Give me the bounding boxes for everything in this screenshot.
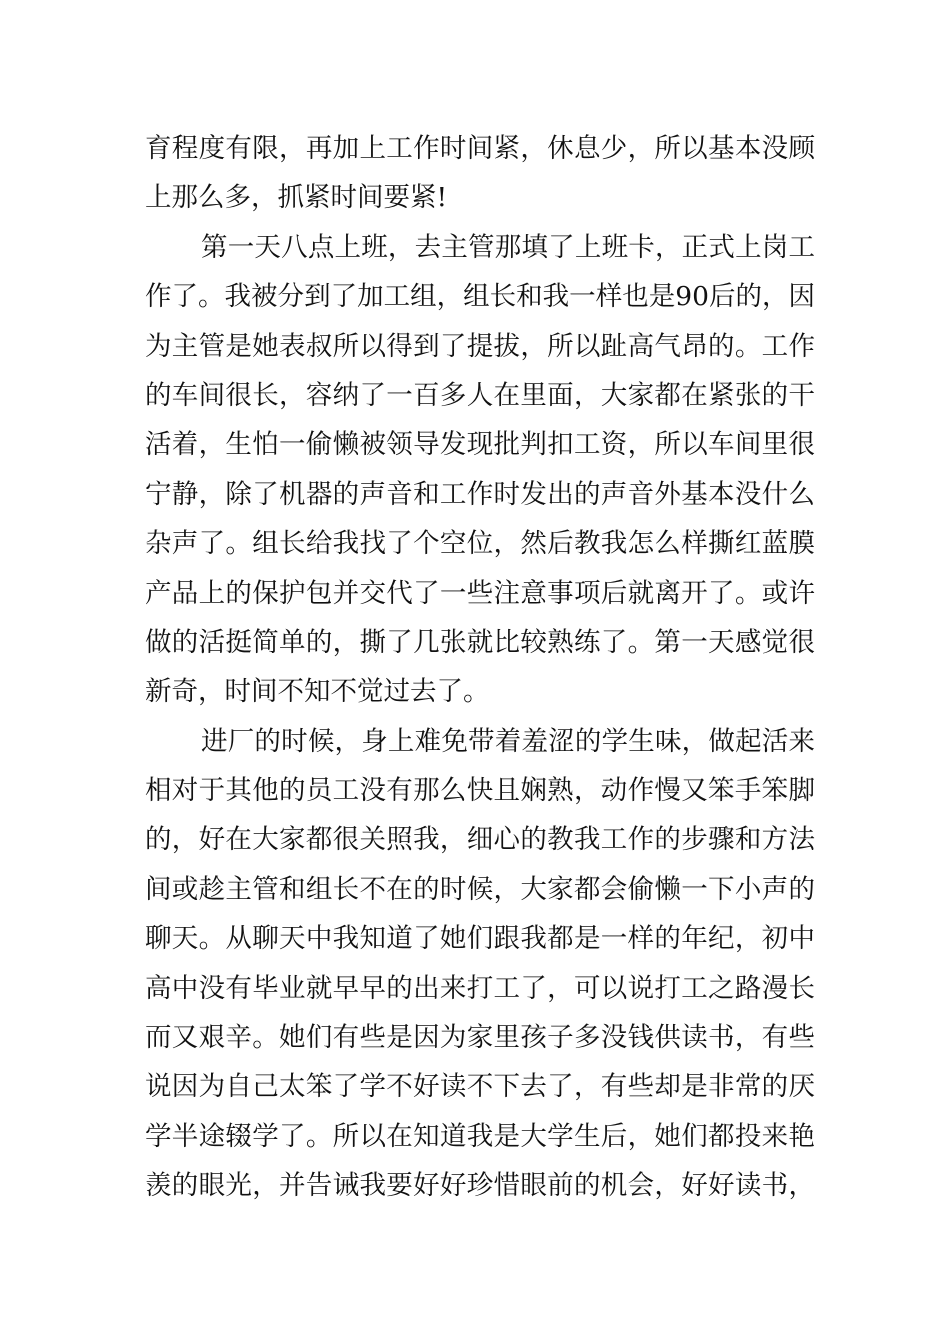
text-line: 新奇，时间不知不觉过去了。 <box>145 676 490 708</box>
text-line: 的车间很长，容纳了一百多人在里面，大家都在紧张的干 <box>145 379 815 411</box>
text-line: 作了。我被分到了加工组，组长和我一样也是90后的，因 <box>145 281 815 313</box>
text-line: 羡的眼光，并告诫我要好好珍惜眼前的机会，好好读书， <box>145 1170 815 1202</box>
text-line: 第一天八点上班，去主管那填了上班卡，正式上岗工 <box>201 231 815 263</box>
text-line: 上那么多，抓紧时间要紧! <box>145 182 448 214</box>
text-line: 宁静，除了机器的声音和工作时发出的声音外基本没什么 <box>145 478 815 510</box>
text-line: 的，好在大家都很关照我，细心的教我工作的步骤和方法 <box>145 824 815 856</box>
text-line: 活着，生怕一偷懒被领导发现批判扣工资，所以车间里很 <box>145 429 815 461</box>
text-line: 说因为自己太笨了学不好读不下去了，有些却是非常的厌 <box>145 1071 815 1103</box>
text-line: 而又艰辛。她们有些是因为家里孩子多没钱供读书，有些 <box>145 1022 815 1054</box>
text-line: 杂声了。组长给我找了个空位，然后教我怎么样撕红蓝膜 <box>145 528 815 560</box>
text-line: 进厂的时候，身上难免带着羞涩的学生味，做起活来 <box>201 725 815 757</box>
text-line: 间或趁主管和组长不在的时候，大家都会偷懒一下小声的 <box>145 873 815 905</box>
text-line: 做的活挺简单的，撕了几张就比较熟练了。第一天感觉很 <box>145 626 815 658</box>
text-line: 聊天。从聊天中我知道了她们跟我都是一样的年纪，初中 <box>145 923 815 955</box>
text-line: 相对于其他的员工没有那么快且娴熟，动作慢又笨手笨脚 <box>145 775 815 807</box>
text-line: 育程度有限，再加上工作时间紧，休息少，所以基本没顾 <box>145 133 815 164</box>
text-line: 学半途辍学了。所以在知道我是大学生后，她们都投来艳 <box>145 1120 815 1152</box>
text-line: 高中没有毕业就早早的出来打工了，可以说打工之路漫长 <box>145 972 815 1004</box>
text-line: 产品上的保护包并交代了一些注意事项后就离开了。或许 <box>145 577 815 609</box>
body-text <box>145 124 815 1211</box>
text-line: 为主管是她表叔所以得到了提拔，所以趾高气昂的。工作 <box>145 330 815 362</box>
